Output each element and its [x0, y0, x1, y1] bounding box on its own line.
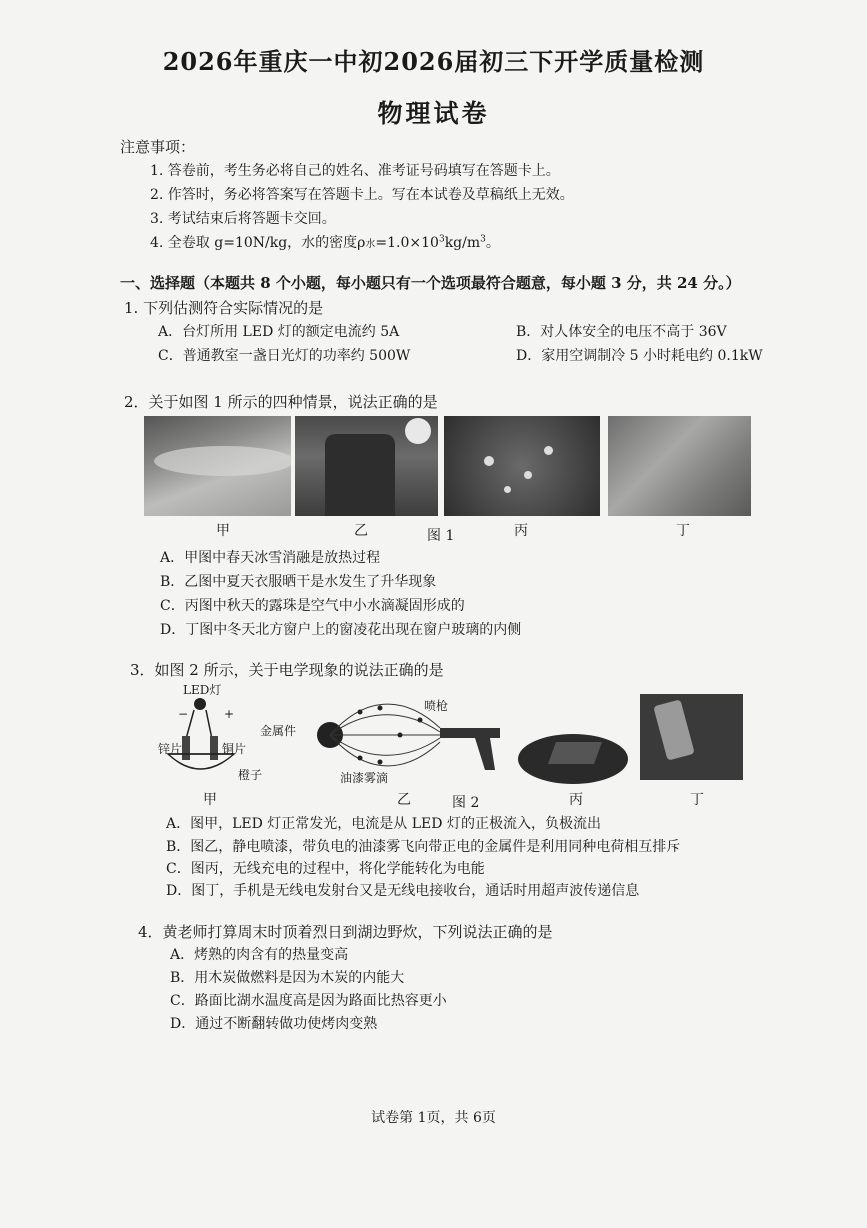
notes-heading: 注意事项： [120, 138, 196, 156]
q4-option-b: B．用木炭做燃料是因为木炭的内能大 [170, 970, 405, 986]
q3-option-b: B．图乙，静电喷漆，带负电的油漆雾飞向带正电的金属件是利用同种电荷相互排斥 [166, 839, 681, 855]
label-metal: 金属件 [260, 724, 297, 738]
q3-option-a: A．图甲，LED 灯正常发光，电流是从 LED 灯的正极流入，负极流出 [166, 816, 601, 832]
question-4-stem: 4．黄老师打算周末时顶着烈日到湖边野炊，下列说法正确的是 [138, 923, 553, 941]
exam-title: 2026年重庆一中初2026届初三下开学质量检测 [162, 47, 705, 76]
exam-subtitle: 物理试卷 [377, 99, 490, 128]
q1-option-d: D．家用空调制冷 5 小时耗电约 0.1kW [516, 348, 763, 364]
q4-option-a: A．烤熟的肉含有的热量变高 [170, 947, 349, 963]
diagram-electrostatic-spray [300, 690, 510, 780]
figure2-caption-d: 丁 [690, 792, 704, 808]
label-orange: 橙子 [238, 768, 263, 782]
q1-option-a: A．台灯所用 LED 灯的额定电流约 5A [158, 324, 400, 340]
note-item: 2. 作答时，务必将答案写在答题卡上。写在本试卷及草稿纸上无效。 [150, 187, 574, 203]
q2-option-d: D．丁图中冬天北方窗户上的窗凌花出现在窗户玻璃的内侧 [160, 622, 522, 638]
figure2-label: 图 2 [452, 795, 480, 811]
figure1-caption-c: 丙 [514, 523, 528, 539]
figure2-caption-a: 甲 [203, 792, 217, 808]
q2-option-a: A．甲图中春天冰雪消融是放热过程 [160, 550, 381, 566]
label-copper: 铜片 [222, 742, 247, 756]
photo-window-frost [608, 416, 751, 516]
photo-dew-drops [444, 416, 600, 516]
photo-wireless-charger [518, 722, 633, 784]
q2-option-b: B．乙图中夏天衣服晒干是水发生了升华现象 [160, 574, 437, 590]
label-minus: − [178, 707, 189, 721]
label-plus: + [224, 707, 235, 721]
figure2-caption-b: 乙 [397, 792, 411, 808]
q3-option-d: D．图丁，手机是无线电发射台又是无线电接收台，通话时用超声波传递信息 [166, 883, 640, 899]
q4-option-c: C．路面比湖水温度高是因为路面比热容更小 [170, 993, 447, 1009]
q1-option-b: B．对人体安全的电压不高于 36V [516, 324, 727, 340]
question-1-stem: 1. 下列估测符合实际情况的是 [124, 299, 324, 317]
section-heading: 一、选择题（本题共 8 个小题，每小题只有一个选项最符合题意，每小题 3 分，共 24 分。） [120, 274, 741, 292]
figure2-caption-c: 丙 [569, 792, 583, 808]
label-gun: 喷枪 [424, 699, 449, 713]
q4-option-d: D．通过不断翻转做功使烤肉变熟 [170, 1016, 378, 1032]
label-zinc: 锌片 [158, 742, 183, 756]
page-number: 试卷第 1页，共 6页 [371, 1110, 496, 1126]
q3-option-c: C．图丙，无线充电的过程中，将化学能转化为电能 [166, 861, 485, 877]
diagram-fruit-battery [150, 684, 250, 784]
figure1-caption-b: 乙 [354, 523, 368, 539]
q2-option-c: C．丙图中秋天的露珠是空气中小水滴凝固形成的 [160, 598, 465, 614]
figure1-label: 图 1 [427, 528, 455, 544]
photo-drying-clothes [295, 416, 438, 516]
figure1-caption-a: 甲 [216, 523, 230, 539]
figure1-caption-d: 丁 [676, 523, 690, 539]
question-2-stem: 2．关于如图 1 所示的四种情景，说法正确的是 [124, 393, 438, 411]
label-led: LED灯 [183, 683, 222, 697]
photo-phone [640, 694, 743, 780]
q1-option-c: C．普通教室一盏日光灯的功率约 500W [158, 348, 411, 364]
note-item: 1. 答卷前，考生务必将自己的姓名、准考证号码填写在答题卡上。 [150, 163, 560, 179]
note-item: 3. 考试结束后将答题卡交回。 [150, 211, 336, 227]
note-item-4: 4. 全卷取 g=10N/kg，水的密度ρ水$=1.0\times 10^3kg/m^3$。 [150, 234, 500, 251]
question-3-stem: 3．如图 2 所示，关于电学现象的说法正确的是 [130, 661, 444, 679]
label-drops: 油漆雾滴 [340, 771, 389, 785]
photo-melting-snow [144, 416, 291, 516]
